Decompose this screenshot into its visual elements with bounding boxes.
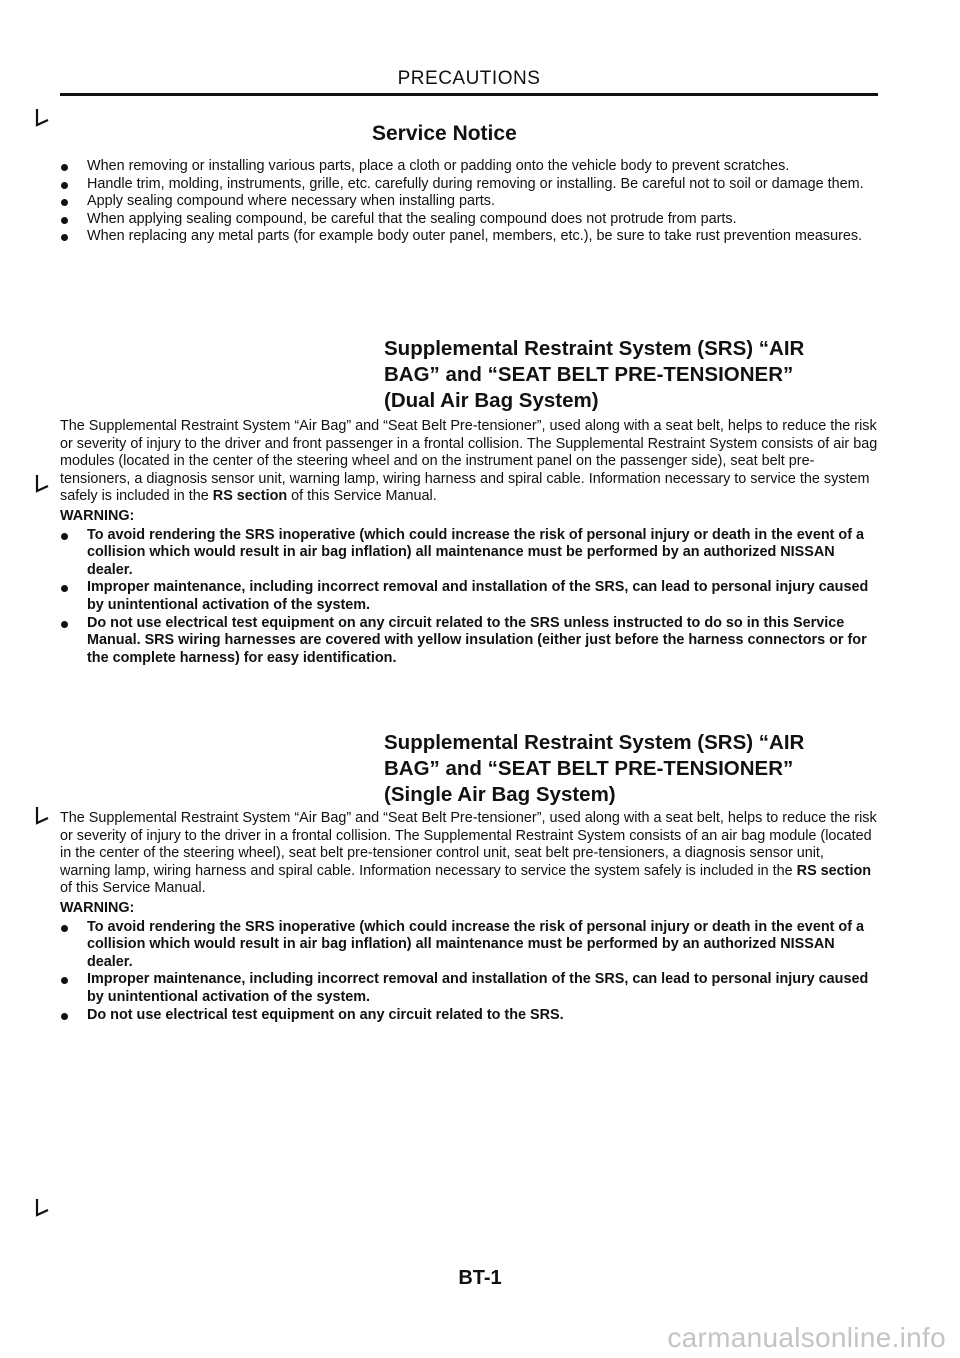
warning-item: Do not use electrical test equipment on any circuit related to the SRS. [60,1007,878,1025]
list-item: When replacing any metal parts (for example body outer panel, members, etc.), be sure to take rust prevention measures. [60,228,878,246]
list-item: Apply sealing compound where necessary when installing parts. [60,193,878,211]
srs-dual-content [60,418,878,667]
srs-single-body [60,810,878,898]
corner-mark-icon [34,1198,50,1218]
srs-single-title-line3: (Single Air Bag System) [384,783,616,806]
body-text: of this Service Manual. [287,488,437,505]
body-text: The Supplemental Restraint System “Air Bag” and “Seat Belt Pre-tensioner”, used along with a seat belt, helps to reduce the risk or severity of injury to the driver in a frontal collision. The Supplemental Restraint System consists of an air bag module (located in the center of the steering wheel), seat belt pre-tensioner control unit, seat belt pre-tensioners, a diagnosis sensor unit, warning lamp, wiring harness and spiral cable. Information necessary to service the system safely is included in the [60,810,877,879]
warning-item: To avoid rendering the SRS inoperative (which could increase the risk of personal injury or death in the event of a collision which would result in air bag inflation) all maintenance must be performed by an authorized NISSAN dealer. [60,527,878,580]
page-number: BT-1 [458,1267,502,1289]
srs-single-title-line2: BAG” and “SEAT BELT PRE-TENSIONER” [384,757,794,780]
page-title: PRECAUTIONS [397,68,541,89]
list-item: When removing or installing various parts, place a cloth or padding onto the vehicle body to prevent scratches. [60,158,878,176]
srs-dual-body [60,418,878,506]
srs-single-content [60,810,878,1024]
warning-label: WARNING: [60,507,135,524]
srs-dual-title-line2: BAG” and “SEAT BELT PRE-TENSIONER” [384,363,794,386]
watermark-text: carmanualsonline.info [667,1322,946,1353]
rs-section-ref: RS section [796,862,872,879]
warning-item: To avoid rendering the SRS inoperative (which could increase the risk of personal injury or death in the event of a collision which would result in air bag inflation) all maintenance must be performed by an authorized NISSAN dealer. [60,919,878,972]
list-item: Handle trim, molding, instruments, grille, etc. carefully during removing or installing. Be careful not to soil or damage them. [60,176,878,194]
warning-item: Improper maintenance, including incorrect removal and installation of the SRS, can lead to personal injury caused by unintentional activation of the system. [60,971,878,1006]
rs-section-ref: RS section [212,488,288,505]
warning-item: Do not use electrical test equipment on any circuit related to the SRS unless instructed to do so in this Service Manual. SRS wiring harnesses are covered with yellow insulation (either just before the harness connectors or for the complete harness) for easy identification. [60,615,878,668]
srs-dual-title [384,336,804,414]
service-notice-title: Service Notice [372,122,517,145]
service-notice-list [60,158,878,246]
corner-mark-icon [34,806,50,826]
srs-dual-title-line3: (Dual Air Bag System) [384,389,599,412]
list-item: When applying sealing compound, be careful that the sealing compound does not protrude from parts. [60,211,878,229]
header-rule [60,93,878,96]
warning-item: Improper maintenance, including incorrect removal and installation of the SRS, can lead to personal injury caused by unintentional activation of the system. [60,579,878,614]
srs-single-title [384,730,804,808]
corner-mark-icon [34,474,50,494]
warning-label: WARNING: [60,899,135,916]
body-text: The Supplemental Restraint System “Air Bag” and “Seat Belt Pre-tensioner”, used along with a seat belt, helps to reduce the risk or severity of injury to the driver and front passenger in a frontal collision. The Supplemental Restraint System consists of air bag modules (located in the center of the steering wheel and on the instrument panel on the passenger side), seat belt pre-tensioners, a diagnosis sensor unit, warning lamp, wiring harness and spiral cable. Information necessary to service the system safely is included in the [60,418,878,505]
corner-mark-icon [34,108,50,128]
body-text: of this Service Manual. [60,880,206,897]
srs-dual-title-line1: Supplemental Restraint System (SRS) “AIR [384,337,805,360]
srs-single-title-line1: Supplemental Restraint System (SRS) “AIR [384,731,805,754]
